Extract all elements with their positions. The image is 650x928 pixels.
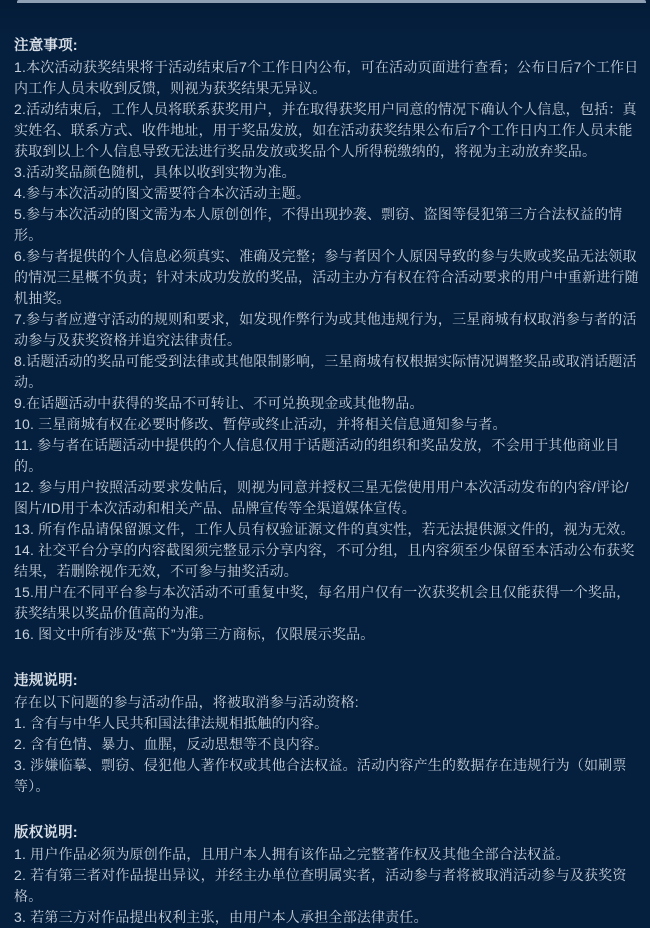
section-copyright-title: 版权说明: bbox=[14, 825, 78, 841]
copyright-item-1: 1. 用户作品必须为原创作品，且用户本人拥有该作品之完整著作权及其他全部合法权益。 bbox=[14, 846, 570, 862]
notice-item-5: 5.参与本次活动的图文需为本人原创创作，不得出现抄袭、剽窃、盗图等侵犯第三方合法权益的情形。 bbox=[14, 206, 623, 243]
notice-item-8: 8.话题活动的奖品可能受到法律或其他限制影响，三星商城有权根据实际情况调整奖品或取消话题活动。 bbox=[14, 353, 637, 390]
notice-item-12: 12. 参与用户按照活动要求发帖后，则视为同意并授权三星无偿使用用户本次活动发布的内容/评论/图片/ID用于本次活动和相关产品、品牌宣传等全渠道媒体宣传。 bbox=[14, 479, 629, 516]
notice-item-6: 6.参与者提供的个人信息必须真实、准确及完整；参与者因个人原因导致的参与失败或奖品无法领取的情况三星概不负责；针对未成功发放的奖品，活动主办方有权在符合活动要求的用户中重新进行随机抽奖。 bbox=[14, 248, 639, 306]
notice-item-1: 1.本次活动获奖结果将于活动结束后7个工作日内公布，可在活动页面进行查看；公布日后7个工作日内工作人员未收到反馈，则视为获奖结果无异议。 bbox=[14, 59, 639, 96]
section-notice-title: 注意事项: bbox=[14, 38, 78, 54]
notice-item-9: 9.在话题活动中获得的奖品不可转让、不可兑换现金或其他物品。 bbox=[14, 395, 424, 411]
notice-item-11: 11. 参与者在话题活动中提供的个人信息仅用于话题活动的组织和奖品发放，不会用于其他商业目的。 bbox=[14, 437, 620, 474]
section-copyright bbox=[14, 823, 640, 928]
notice-item-2: 2.活动结束后，工作人员将联系获奖用户，并在取得获奖用户同意的情况下确认个人信息，包括：真实姓名、联系方式、收件地址，用于奖品发放，如在活动获奖结果公布后7个工作日内工作人员未能获取到以上个人信息导致无法进行奖品发放或奖品个人所得税缴纳的，将视为主动放弃奖品。 bbox=[14, 101, 637, 159]
notice-item-14: 14. 社交平台分享的内容截图须完整显示分享内容，不可分组，且内容须至少保留至本活动公布获奖结果，若删除视作无效，不可参与抽奖活动。 bbox=[14, 542, 635, 579]
violation-item-1: 1. 含有与中华人民共和国法律法规相抵触的内容。 bbox=[14, 715, 329, 731]
copyright-item-3: 3. 若第三方对作品提出权利主张，由用户本人承担全部法律责任。 bbox=[14, 909, 428, 925]
top-divider-line bbox=[17, 0, 646, 3]
rules-content bbox=[0, 36, 650, 928]
section-violation-intro: 存在以下问题的参与活动作品，将被取消参与活动资格: bbox=[14, 694, 359, 710]
notice-item-16: 16. 图文中所有涉及“蕉下”为第三方商标，仅限展示奖品。 bbox=[14, 626, 375, 642]
violation-item-3: 3. 涉嫌临摹、剽窃、侵犯他人著作权或其他合法权益。活动内容产生的数据存在违规行为（如刷票等）。 bbox=[14, 757, 627, 794]
notice-item-13: 13. 所有作品请保留源文件，工作人员有权验证源文件的真实性，若无法提供源文件的，视为无效。 bbox=[14, 521, 635, 537]
section-violation bbox=[14, 671, 640, 797]
copyright-item-2: 2. 若有第三者对作品提出异议，并经主办单位查明属实者，活动参与者将被取消活动参与及获奖资格。 bbox=[14, 867, 627, 904]
notice-item-10: 10. 三星商城有权在必要时修改、暂停或终止活动，并将相关信息通知参与者。 bbox=[14, 416, 507, 432]
section-violation-title: 违规说明: bbox=[14, 673, 78, 689]
section-notice bbox=[14, 36, 640, 645]
violation-item-2: 2. 含有色情、暴力、血腥，反动思想等不良内容。 bbox=[14, 736, 329, 752]
notice-item-3: 3.活动奖品颜色随机，具体以收到实物为准。 bbox=[14, 164, 296, 180]
notice-item-15: 15.用户在不同平台参与本次活动不可重复中奖，每名用户仅有一次获奖机会且仅能获得一个奖品，获奖结果以奖品价值高的为准。 bbox=[14, 584, 631, 621]
notice-item-4: 4.参与本次活动的图文需要符合本次活动主题。 bbox=[14, 185, 311, 201]
notice-item-7: 7.参与者应遵守活动的规则和要求，如发现作弊行为或其他违规行为，三星商城有权取消参与者的活动参与及获奖资格并追究法律责任。 bbox=[14, 311, 637, 348]
